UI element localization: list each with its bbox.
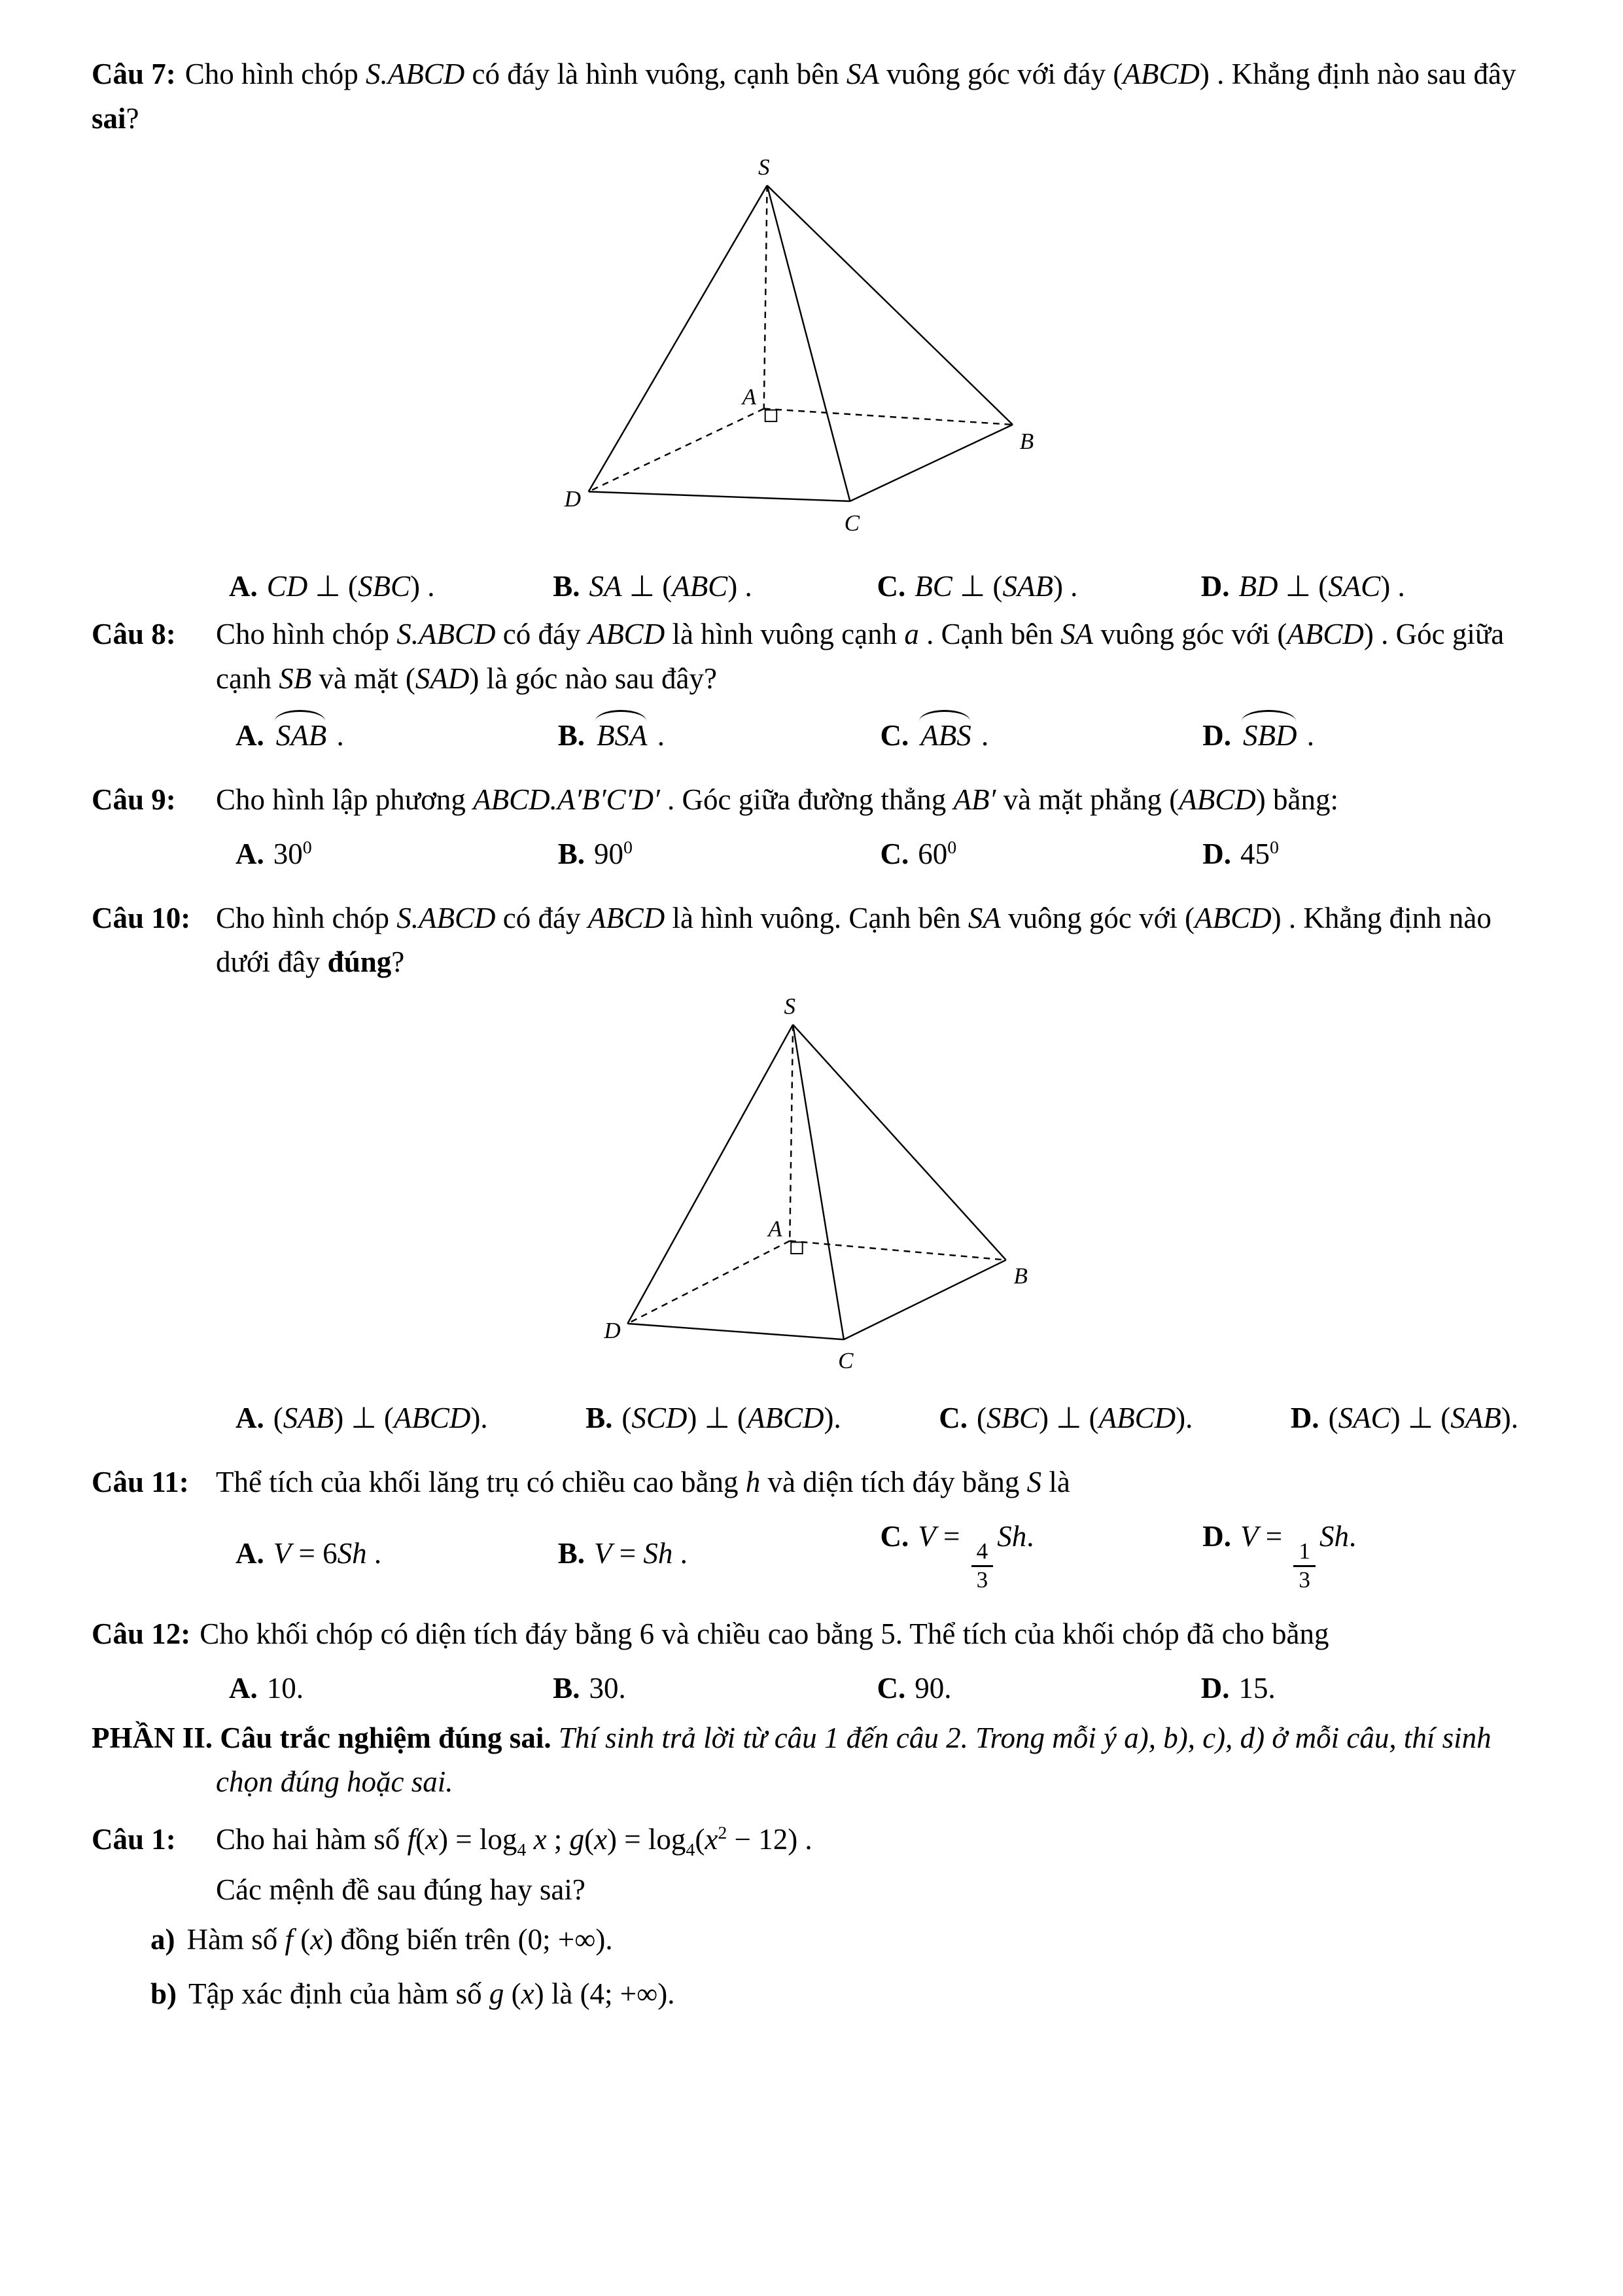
option-letter: C.: [880, 1520, 909, 1553]
option-letter: C.: [939, 1402, 968, 1434]
option-letter: D.: [1202, 838, 1231, 870]
option-text: 30.: [589, 1672, 626, 1705]
option-d: [1202, 1515, 1525, 1593]
option-text: SA ⊥ (ABC) .: [589, 569, 752, 603]
edge-AD-dashed: [588, 409, 763, 492]
option-letter: D.: [1200, 1672, 1230, 1705]
question-7-label: Câu 7:: [92, 58, 176, 90]
question-12-text: Cho khối chóp có diện tích đáy bằng 6 và chiều cao bằng 5. Thể tích của khối chóp đã cho bằng: [200, 1617, 1329, 1650]
vertex-label-d: D: [564, 486, 581, 512]
question-9: [92, 778, 1525, 881]
option-letter: D.: [1202, 719, 1231, 752]
option-d: [1202, 711, 1525, 758]
option-letter: A.: [236, 1402, 264, 1434]
option-c: [881, 832, 1203, 877]
option-letter: A.: [236, 838, 264, 870]
edge-SD: [588, 185, 767, 491]
option-b: [585, 1396, 841, 1441]
option-letter: B.: [553, 1672, 580, 1705]
option-text: V = $\frac{1}{3}$ Sh.: [1240, 1520, 1357, 1593]
option-letter: A.: [236, 719, 264, 752]
option-letter: B.: [585, 1402, 613, 1434]
part-2-instructions: Thí sinh trả lời từ câu 1 đến câu 2. Trong mỗi ý a), b), c), d) ở mỗi câu, thí sinh chọn đúng hoặc sai.: [216, 1721, 1492, 1799]
option-letter: A.: [229, 569, 258, 603]
edge-SD: [627, 1024, 793, 1323]
option-letter: C.: [880, 838, 909, 870]
option-text: (SAC) ⊥ (SAB).: [1328, 1402, 1518, 1434]
option-d: [1201, 1667, 1525, 1711]
vertex-label-s: S: [784, 993, 795, 1019]
option-letter: C.: [880, 719, 909, 752]
right-angle-marker: [791, 1242, 803, 1254]
fraction: $\frac{4}{3}$: [971, 1540, 994, 1593]
option-b: [553, 1667, 877, 1711]
option-a: [229, 565, 553, 609]
option-letter: A.: [236, 1536, 264, 1570]
question-10-label: Câu 10:: [92, 901, 191, 934]
statement-letter: a): [150, 1922, 175, 1956]
vertex-label-a: A: [767, 1216, 782, 1242]
option-text: $90^0$: [594, 838, 633, 870]
option-a: [236, 832, 558, 877]
option-letter: B.: [557, 719, 585, 752]
part-2-title: PHẦN II. Câu trắc nghiệm đúng sai.: [92, 1721, 551, 1754]
part2-question-1-label: Câu 1:: [92, 1822, 176, 1856]
edge-AD-dashed: [627, 1241, 790, 1323]
edge-SA-dashed: [763, 185, 767, 408]
pyramid-1-svg: [553, 155, 1064, 541]
option-text: ABS .: [918, 719, 988, 752]
vertex-label-c: C: [844, 510, 860, 536]
question-8: [92, 612, 1525, 762]
option-text: 10.: [266, 1672, 304, 1705]
question-10-text: Cho hình chóp S.ABCD có đáy ABCD là hình vuông. Cạnh bên SA vuông góc với (ABCD) . Khẳng định nào dưới đây đúng?: [216, 901, 1492, 978]
option-c: [881, 711, 1203, 758]
pyramid-2-svg: [589, 994, 1047, 1373]
option-d: [1202, 832, 1525, 877]
vertex-label-b: B: [1019, 429, 1034, 455]
option-text: $60^0$: [918, 838, 957, 870]
question-11-label: Câu 11:: [92, 1465, 189, 1498]
option-text: (SAB) ⊥ (ABCD).: [273, 1402, 488, 1434]
option-letter: D.: [1200, 569, 1230, 603]
question-11-options: [216, 1515, 1525, 1593]
vertex-label-s: S: [758, 154, 770, 180]
option-text: V = 6Sh .: [273, 1536, 382, 1570]
option-text: 90.: [915, 1672, 952, 1705]
question-8-options: [216, 711, 1525, 758]
option-text: BSA .: [594, 719, 665, 752]
option-letter: C.: [877, 1672, 906, 1705]
question-8-text: Cho hình chóp S.ABCD có đáy ABCD là hình vuông cạnh a . Cạnh bên SA vuông góc với (ABCD) . Góc giữa cạnh SB và mặt (SAD) là góc nào sau đây?: [216, 618, 1505, 695]
option-text: V = Sh .: [594, 1536, 688, 1570]
edge-SC: [767, 185, 850, 501]
question-12-label: Câu 12:: [92, 1617, 191, 1650]
option-c: [877, 1667, 1201, 1711]
option-text: SAB .: [273, 719, 344, 752]
option-letter: C.: [877, 569, 906, 603]
part2-question-1-prompt: Các mệnh đề sau đúng hay sai?: [216, 1873, 585, 1907]
option-a: [236, 711, 558, 758]
question-7-text: Cho hình chóp S.ABCD có đáy là hình vuông, cạnh bên SA vuông góc với đáy (ABCD) . Khẳng định nào sau đây sai?: [92, 58, 1516, 135]
edge-SB: [767, 185, 1012, 425]
option-letter: B.: [557, 838, 585, 870]
part2-question-1-text: Cho hai hàm số $f(x) = \log_4 x$ ; $g(x) = \log_4(x^2 - 12)$ .: [216, 1822, 812, 1860]
option-b: [558, 832, 881, 877]
option-letter: D.: [1202, 1520, 1231, 1553]
option-text: BC ⊥ (SAB) .: [915, 569, 1078, 603]
option-text: SBD .: [1240, 719, 1314, 752]
edge-DC: [588, 491, 850, 501]
right-angle-marker: [765, 410, 777, 422]
option-c: [939, 1396, 1193, 1441]
question-7: [92, 52, 1525, 141]
option-letter: A.: [229, 1672, 258, 1705]
question-12: [92, 1612, 1525, 1657]
option-c: [877, 565, 1201, 609]
option-text: CD ⊥ (SBC) .: [266, 569, 435, 603]
edge-AB-dashed: [790, 1241, 1006, 1260]
part2-question-1: [92, 1818, 1525, 1913]
option-text: V = $\frac{4}{3}$ Sh.: [918, 1520, 1034, 1593]
option-text: $45^0$: [1240, 838, 1279, 870]
edge-SA-dashed: [790, 1024, 793, 1241]
part-2-header: [92, 1716, 1525, 1805]
figure-pyramid-1: [92, 155, 1525, 554]
option-c: [881, 1515, 1203, 1593]
option-text: (SCD) ⊥ (ABCD).: [621, 1402, 841, 1434]
vertex-label-c: C: [837, 1347, 853, 1373]
edge-DC: [627, 1323, 844, 1339]
option-letter: B.: [553, 569, 580, 603]
statement-a: [92, 1918, 1525, 1962]
option-b: [558, 1532, 881, 1576]
question-9-options: [216, 832, 1525, 877]
option-d: [1201, 565, 1525, 609]
edge-CB: [850, 425, 1013, 501]
option-text: $30^0$: [273, 838, 312, 870]
question-9-label: Câu 9:: [92, 783, 176, 816]
question-10-options: [216, 1396, 1525, 1441]
option-b: [558, 711, 881, 758]
statement-text: Tập xác định của hàm số g (x) là (4; +∞).: [188, 1977, 675, 2011]
question-11-text: Thể tích của khối lăng trụ có chiều cao bằng h và diện tích đáy bằng S là: [216, 1465, 1070, 1498]
option-text: 15.: [1238, 1672, 1276, 1705]
statement-letter: b): [150, 1977, 177, 2011]
option-a: [236, 1532, 558, 1576]
option-a: [236, 1396, 488, 1441]
option-a: [229, 1667, 553, 1711]
question-12-options: [92, 1667, 1525, 1711]
question-9-text: Cho hình lập phương ABCD.A′B′C′D′ . Góc giữa đường thẳng AB′ và mặt phẳng (ABCD) bằng:: [216, 783, 1339, 816]
vertex-label-a: A: [742, 383, 756, 410]
edge-AB-dashed: [763, 409, 1012, 425]
option-d: [1291, 1396, 1518, 1441]
vertex-label-b: B: [1013, 1263, 1028, 1289]
option-letter: B.: [557, 1536, 585, 1570]
option-letter: D.: [1290, 1402, 1319, 1434]
question-10: [92, 896, 1525, 1445]
option-text: (SBC) ⊥ (ABCD).: [976, 1402, 1193, 1434]
edge-CB: [843, 1260, 1005, 1339]
question-11: [92, 1460, 1525, 1597]
fraction: $\frac{1}{3}$: [1293, 1540, 1316, 1593]
statement-text: Hàm số f (x) đồng biến trên (0; +∞).: [186, 1922, 613, 1956]
question-7-options: [92, 565, 1525, 609]
option-b: [553, 565, 877, 609]
question-8-label: Câu 8:: [92, 618, 176, 650]
option-text: BD ⊥ (SAC) .: [1238, 569, 1405, 603]
vertex-label-d: D: [603, 1317, 621, 1343]
figure-pyramid-2: [164, 994, 1473, 1386]
statement-b: [92, 1972, 1525, 2017]
